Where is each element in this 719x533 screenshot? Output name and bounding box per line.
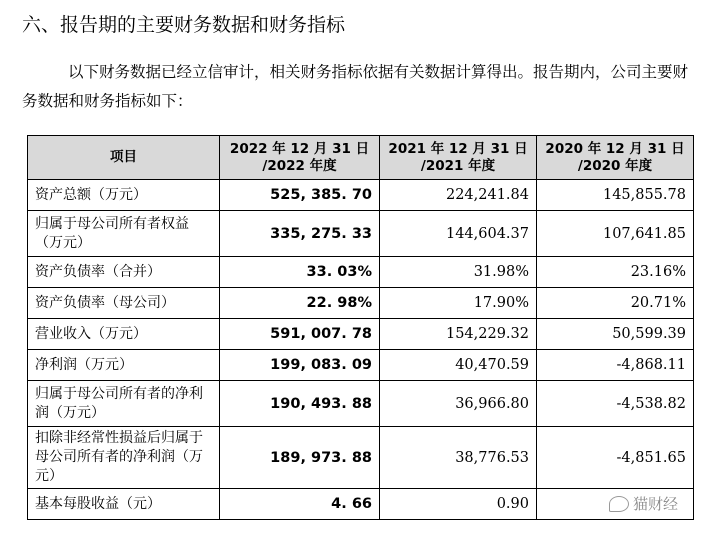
row-label: 归属于母公司所有者的净利润（万元） xyxy=(28,381,220,427)
table-row xyxy=(28,211,694,257)
row-label: 资产负债率（母公司） xyxy=(28,288,220,319)
value-2022: 525, 385. 70 xyxy=(220,180,380,211)
intro-paragraph: 以下财务数据已经立信审计，相关财务指标依据有关数据计算得出。报告期内，公司主要财务数据和财务指标如下： xyxy=(22,63,689,110)
table-row xyxy=(28,381,694,427)
value-2022: 4. 66 xyxy=(220,489,380,520)
table-row xyxy=(28,319,694,350)
row-label: 扣除非经常性损益后归属于母公司所有者的净利润（万元） xyxy=(28,427,220,489)
wechat-icon xyxy=(609,496,629,512)
table-row xyxy=(28,288,694,319)
value-2020: -4,868.11 xyxy=(537,350,694,381)
row-label: 资产负债率（合并） xyxy=(28,257,220,288)
value-2021: 36,966.80 xyxy=(380,381,537,427)
value-2020: 145,855.78 xyxy=(537,180,694,211)
value-2021: 144,604.37 xyxy=(380,211,537,257)
row-label: 归属于母公司所有者权益（万元） xyxy=(28,211,220,257)
header-item: 项目 xyxy=(28,136,220,180)
header-2022: 2022 年 12 月 31 日 /2022 年度 xyxy=(220,136,380,180)
table-row xyxy=(28,489,694,520)
value-2022: 591, 007. 78 xyxy=(220,319,380,350)
value-2020: -4,851.65 xyxy=(537,427,694,489)
header-2021: 2021 年 12 月 31 日 /2021 年度 xyxy=(380,136,537,180)
value-2020: 20.71% xyxy=(537,288,694,319)
table-row xyxy=(28,350,694,381)
value-2021: 224,241.84 xyxy=(380,180,537,211)
value-2022: 189, 973. 88 xyxy=(220,427,380,489)
row-label: 营业收入（万元） xyxy=(28,319,220,350)
row-label: 基本每股收益（元） xyxy=(28,489,220,520)
watermark-text: 猫财经 xyxy=(633,495,679,513)
header-2020: 2020 年 12 月 31 日 /2020 年度 xyxy=(537,136,694,180)
value-2022: 33. 03% xyxy=(220,257,380,288)
value-2021: 31.98% xyxy=(380,257,537,288)
table-row xyxy=(28,180,694,211)
value-2021: 17.90% xyxy=(380,288,537,319)
value-2021: 40,470.59 xyxy=(380,350,537,381)
value-2022: 22. 98% xyxy=(220,288,380,319)
value-2020: -4,538.82 xyxy=(537,381,694,427)
value-2021: 154,229.32 xyxy=(380,319,537,350)
value-2021: 0.90 xyxy=(380,489,537,520)
table-row xyxy=(28,257,694,288)
watermark xyxy=(609,493,678,514)
value-2020: 107,641.85 xyxy=(537,211,694,257)
row-label: 净利润（万元） xyxy=(28,350,220,381)
value-2022: 335, 275. 33 xyxy=(220,211,380,257)
value-2022: 199, 083. 09 xyxy=(220,350,380,381)
value-2020: 23.16% xyxy=(537,257,694,288)
value-2021: 38,776.53 xyxy=(380,427,537,489)
section-heading: 六、报告期的主要财务数据和财务指标 xyxy=(22,14,346,36)
value-2020: 50,599.39 xyxy=(537,319,694,350)
value-2022: 190, 493. 88 xyxy=(220,381,380,427)
row-label: 资产总额（万元） xyxy=(28,180,220,211)
table-row xyxy=(28,427,694,489)
financial-data-table xyxy=(27,135,694,520)
table-header-row xyxy=(28,136,694,180)
